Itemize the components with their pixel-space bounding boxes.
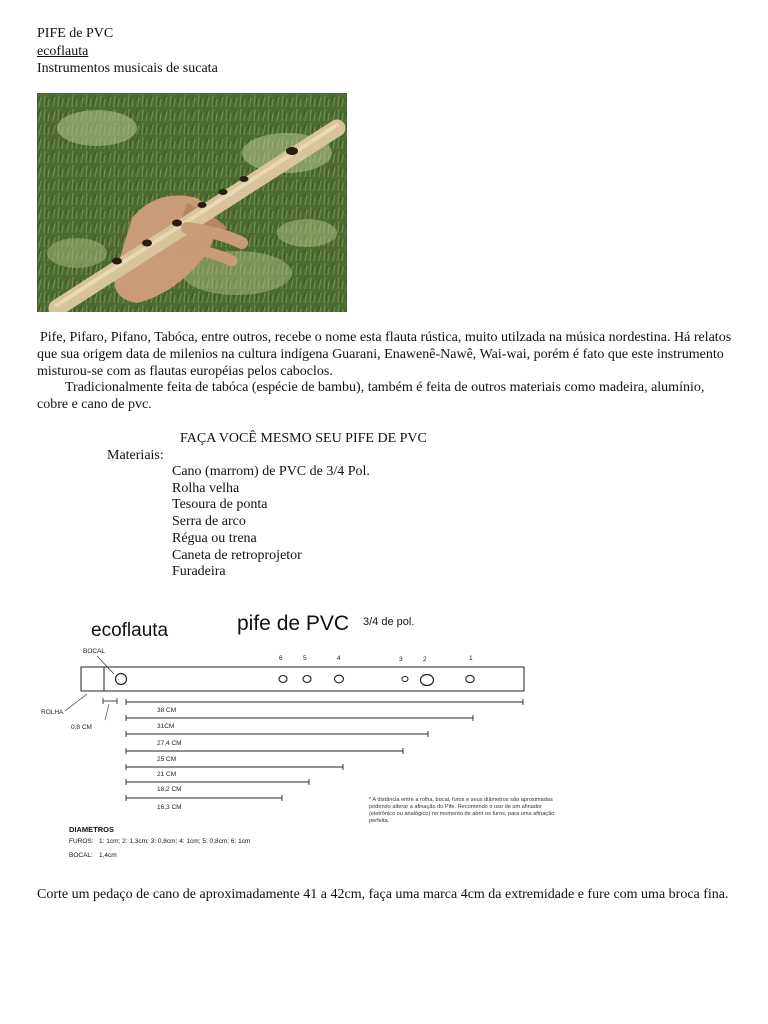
document-title: PIFE de PVC bbox=[37, 26, 114, 41]
rolha-gap-label: 0,8 CM bbox=[71, 724, 92, 731]
measure-label: 25 CM bbox=[157, 756, 177, 763]
flute-photo-image bbox=[37, 93, 347, 312]
hole-number: 3 bbox=[399, 656, 403, 663]
measure-label: 31CM bbox=[157, 723, 175, 730]
diagram-heading-size: 3/4 de pol. bbox=[363, 616, 415, 628]
materials-item: Rolha velha bbox=[172, 480, 240, 496]
closing-paragraph: Corte um pedaço de cano de aproximadamente 41 a 42cm, faça uma marca 4cm da extremidade e fure com uma broca fina. bbox=[37, 887, 729, 902]
flute-photo bbox=[37, 93, 347, 312]
hole-number: 1 bbox=[469, 655, 473, 662]
materials-item: Serra de arco bbox=[172, 514, 246, 530]
measure-label: 27,4 CM bbox=[157, 740, 182, 747]
materials-item: Cano (marrom) de PVC de 3/4 Pol. bbox=[172, 464, 370, 479]
diy-heading: FAÇA VOCÊ MESMO SEU PIFE DE PVC bbox=[180, 431, 427, 446]
diagram-heading: pife de PVC bbox=[237, 612, 350, 635]
hole-number: 4 bbox=[337, 655, 341, 662]
materials-item: Caneta de retroprojetor bbox=[172, 547, 302, 563]
flute-diagram bbox=[37, 598, 585, 868]
hole-number: 5 bbox=[303, 655, 307, 662]
diagram-note bbox=[369, 797, 565, 843]
measure-label: 21 CM bbox=[157, 771, 177, 778]
diagram-note-text: * A distância entre a rolha, bocal, furos e seus diâmetros são aproximadas podendo alterar a afinação do Pife. Recomendo o uso de um afinador (eletrônico ou analógico) no momento de abrir os furos, para uma afinação perfeita. bbox=[369, 797, 555, 824]
measure-label: 18,2 CM bbox=[157, 786, 182, 793]
materials-item: Tesoura de ponta bbox=[172, 497, 268, 513]
hole-number: 2 bbox=[423, 656, 427, 663]
materials-item: Furadeira bbox=[172, 564, 226, 580]
intro-paragraph-2: Tradicionalmente feita de tabóca (espécie de bambu), também é feita de outros materiais como madeira, alumínio, cobre e cano de pvc. bbox=[37, 380, 705, 412]
materials-item: Régua ou trena bbox=[172, 530, 257, 546]
intro-paragraph-1: Pife, Pifaro, Pifano, Tabóca, entre outros, recebe o nome esta flauta rústica, muito utilzada na música nordestina. Há relatos que sua origem data de milenios na cultura indígena Guarani, Enawenê-Nawê, Wai-wai, porém é fato que este instrumento misturou-se com as flautas européias pelos caboclos. bbox=[37, 330, 732, 379]
bocal-label: BOCAL bbox=[83, 648, 106, 655]
diagram-brand: ecoflauta bbox=[91, 620, 169, 641]
measure-label: 38 CM bbox=[157, 707, 177, 714]
rolha-label: ROLHA bbox=[41, 709, 64, 716]
diameters-label: DIAMETROS bbox=[69, 825, 114, 834]
furos-label: FUROS: bbox=[69, 838, 94, 845]
materials-list bbox=[172, 464, 370, 581]
materials-label: Materiais: bbox=[107, 448, 164, 463]
hole-number: 6 bbox=[279, 655, 283, 662]
bocal-diameter-value: 1,4cm bbox=[99, 852, 117, 859]
furos-values: 1: 1cm; 2: 1,3cm; 3: 0,8cm; 4: 1cm; 5: 0,8cm; 6: 1cm bbox=[99, 838, 251, 845]
document-tagline: Instrumentos musicais de sucata bbox=[37, 61, 218, 76]
measure-label: 16,3 CM bbox=[157, 804, 182, 811]
bocal-diameter-label: BOCAL: bbox=[69, 852, 93, 859]
document-subtitle: ecoflauta bbox=[37, 44, 89, 59]
